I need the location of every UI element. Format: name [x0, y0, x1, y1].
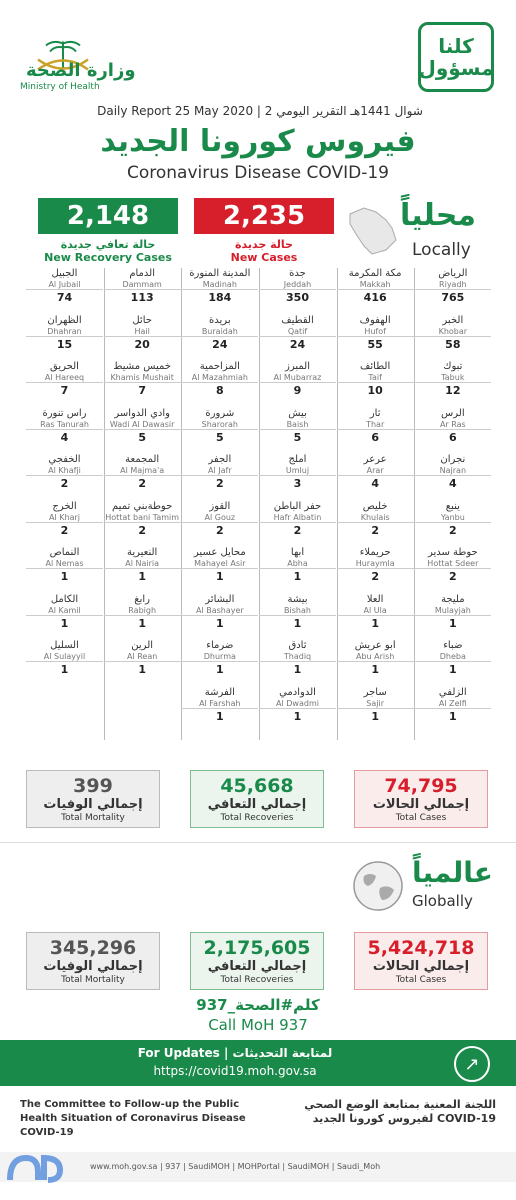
city-case-count: 1 [293, 616, 302, 630]
city-cell [259, 594, 336, 632]
city-cell [337, 454, 414, 492]
city-name-en: Najran [414, 466, 491, 476]
moh-english-name: Ministry of Health [20, 82, 100, 92]
city-name-en: Khulais [337, 513, 414, 523]
global-total-recoveries-ar: إجمالي التعافي [207, 959, 307, 974]
local-total-recoveries-en: Total Recoveries [220, 813, 294, 823]
city-cell [337, 361, 414, 399]
city-name-en: Dhahran [26, 327, 103, 337]
city-cell [337, 594, 414, 632]
city-cell [26, 408, 103, 446]
city-name-ar: الخرج [52, 500, 77, 512]
city-case-count: 1 [371, 709, 379, 723]
city-case-count: 1 [138, 616, 146, 630]
new-cases-value: 2,235 [194, 198, 334, 234]
city-case-count: 74 [56, 291, 73, 304]
city-name-ar: خليص [362, 500, 388, 512]
city-name-en: Hail [104, 327, 181, 337]
city-name-ar: الزلفي [438, 686, 467, 698]
city-case-count: 1 [216, 616, 224, 630]
globally-title-ar: عالمياً [412, 856, 493, 889]
city-cell [337, 687, 414, 725]
city-name-en: Al Farshah [181, 699, 258, 709]
city-cell [259, 547, 336, 585]
city-name-ar: الطائف [360, 361, 391, 372]
global-total-mortality-en: Total Mortality [61, 975, 125, 985]
city-cell [26, 501, 103, 539]
city-name-en: Wadi Al Dawasir [104, 420, 181, 430]
city-name-en: Hufof [337, 327, 414, 337]
city-case-count: 8 [216, 384, 224, 397]
city-cell [414, 594, 491, 632]
section-divider [0, 842, 516, 843]
city-name-en: Bishah [259, 606, 336, 616]
city-name-en: Khobar [414, 327, 491, 337]
city-name-ar: ضباء [443, 640, 463, 651]
city-name-ar: ثار [369, 407, 381, 419]
new-cases-label [194, 238, 334, 264]
city-name-ar: راس تنورة [42, 407, 87, 419]
city-cell [259, 361, 336, 399]
city-name-ar: بيشة [287, 593, 308, 605]
local-total-cases [354, 770, 488, 828]
city-case-count: 1 [293, 709, 302, 723]
city-name-en: Al Mubarraz [259, 373, 336, 383]
city-case-count: 2 [138, 477, 146, 490]
city-name-ar: ثادق [288, 640, 307, 651]
updates-url-link[interactable]: https://covid19.moh.gov.sa [153, 1064, 317, 1078]
city-name-ar: الحريق [50, 361, 79, 372]
global-total-recoveries [190, 932, 324, 990]
city-name-en: Madinah [181, 280, 258, 290]
city-case-count: 55 [367, 337, 383, 351]
saudi-map-icon [342, 200, 402, 260]
city-case-count: 4 [60, 430, 69, 444]
city-cell [337, 547, 414, 585]
global-total-mortality-ar: إجمالي الوفيات [43, 959, 143, 974]
city-case-count: 2 [449, 523, 457, 537]
footer-social-links[interactable]: www.moh.gov.sa | 937 | SaudiMOH | MOHPortal | SaudiMOH | Saudi_Moh [90, 1162, 381, 1171]
city-cell [181, 315, 258, 353]
local-total-mortality-en: Total Mortality [61, 813, 125, 823]
city-name-ar: ضرماء [206, 640, 234, 651]
city-cell [104, 594, 181, 632]
city-name-en: Mulayjah [414, 606, 491, 616]
city-name-en: Thar [337, 420, 414, 430]
city-name-en: Khamis Mushait [104, 373, 181, 383]
city-name-en: Al Jubail [26, 280, 103, 290]
city-cell [259, 640, 336, 678]
city-name-en: Qatif [259, 327, 336, 337]
kolona-line1: كلنا [438, 34, 474, 58]
city-case-count: 1 [449, 663, 457, 676]
city-cell [181, 408, 258, 446]
city-case-count: 2 [138, 523, 146, 537]
city-name-ar: وادي الدواسر [114, 407, 170, 419]
city-name-en: Umluj [259, 466, 336, 476]
city-name-en: Yanbu [414, 513, 491, 523]
city-cell [414, 454, 491, 492]
city-name-ar: أبها [290, 547, 305, 558]
city-name-en: Baish [259, 420, 336, 430]
city-name-en: Arar [337, 466, 414, 476]
city-name-ar: بيش [288, 407, 307, 419]
local-total-cases-value: 74,795 [384, 775, 458, 797]
city-cell [104, 361, 181, 399]
city-name-en: Al Bashayer [181, 606, 258, 616]
city-cell [414, 640, 491, 678]
city-cell [26, 454, 103, 492]
city-name-ar: المزاحمية [199, 361, 240, 372]
city-name-ar: العلا [366, 593, 384, 605]
updates-label: For Updates | لمتابعة التحديثات [137, 1046, 333, 1060]
city-name-ar: النماص [49, 547, 80, 558]
globally-title-en: Globally [412, 892, 473, 910]
globe-icon [350, 858, 406, 914]
city-cell [259, 408, 336, 446]
city-name-ar: أبو عريش [354, 640, 396, 651]
city-name-en: Al Nairia [104, 559, 181, 569]
city-name-en: Thadiq [259, 652, 336, 662]
committee-english: The Committee to Follow-up the Public Health Situation of Coronavirus Disease COVID-19 [20, 1099, 246, 1138]
city-name-ar: ينبع [445, 500, 460, 512]
city-cell [259, 501, 336, 539]
city-case-count: 10 [367, 384, 383, 397]
city-name-ar: الكامل [50, 593, 79, 605]
city-case-count: 12 [445, 384, 461, 397]
city-case-count: 1 [138, 570, 146, 583]
city-name-en: Jeddah [259, 280, 336, 290]
city-name-ar: المجمعة [125, 454, 160, 465]
city-name-en: Huraymla [337, 559, 414, 569]
city-name-ar: حائل [132, 314, 152, 326]
city-cell [337, 408, 414, 446]
city-case-count: 2 [60, 523, 69, 537]
city-case-count: 7 [138, 384, 146, 397]
city-cell [26, 315, 103, 353]
city-name-ar: القوز [209, 500, 231, 512]
local-total-mortality [26, 770, 160, 828]
city-cell [414, 408, 491, 446]
city-name-en: Al Ula [337, 606, 414, 616]
city-name-en: Buraidah [181, 327, 258, 337]
city-name-ar: الدمام [129, 268, 155, 279]
call-moh-937[interactable]: Call MoH 937 [208, 1016, 308, 1034]
city-name-ar: خميس مشيط [113, 361, 171, 372]
city-case-count: 5 [293, 430, 302, 444]
new-cases-label-en: New Cases [230, 251, 298, 264]
city-cell [26, 268, 103, 306]
city-case-count: 1 [60, 616, 69, 630]
locally-title-en: Locally [412, 240, 471, 260]
city-name-en: Al Hareeq [26, 373, 103, 383]
city-name-en: Al Kamil [26, 606, 103, 616]
city-name-ar: الجبيل [51, 268, 78, 279]
city-case-count: 1 [216, 709, 224, 723]
city-case-count: 2 [371, 523, 379, 537]
new-recovery-value: 2,148 [38, 198, 178, 234]
city-case-count: 24 [212, 337, 228, 351]
city-cell [259, 454, 336, 492]
city-case-count: 58 [445, 337, 461, 351]
city-name-ar: السليل [50, 640, 79, 651]
city-cases-grid [26, 268, 492, 740]
city-name-en: Ras Tanurah [26, 420, 103, 430]
watermark-logo-icon [4, 1140, 84, 1196]
title-english: Coronavirus Disease COVID-19 [126, 163, 389, 183]
city-name-ar: الجفر [208, 454, 232, 465]
city-case-count: 1 [293, 663, 302, 676]
city-name-ar: الخفجي [48, 454, 81, 465]
city-cell [414, 315, 491, 353]
global-total-cases-value: 5,424,718 [367, 937, 475, 959]
city-name-en: Sharorah [181, 420, 258, 430]
city-cell [414, 501, 491, 539]
city-name-en: Tabuk [414, 373, 491, 383]
moh-arabic-name: وزارة الصحة [26, 60, 136, 81]
local-total-mortality-value: 399 [73, 775, 113, 797]
city-case-count: 1 [216, 663, 224, 676]
city-name-ar: حوطةبني تميم [112, 500, 173, 512]
city-name-ar: الرياض [438, 268, 468, 279]
city-name-en: Dammam [104, 280, 181, 290]
city-case-count: 416 [363, 291, 387, 304]
city-cell [181, 687, 258, 725]
city-case-count: 1 [371, 663, 379, 676]
city-name-en: Dheba [414, 652, 491, 662]
local-total-cases-en: Total Cases [395, 813, 447, 823]
city-case-count: 184 [208, 291, 232, 304]
city-name-ar: عرعر [363, 454, 387, 465]
city-name-ar: ساجر [363, 686, 387, 698]
local-total-recoveries [190, 770, 324, 828]
global-total-recoveries-value: 2,175,605 [203, 937, 311, 959]
city-name-ar: الهفوف [359, 314, 391, 326]
city-cell [181, 361, 258, 399]
city-name-en: Makkah [337, 280, 414, 290]
city-name-en: Al Khafji [26, 466, 103, 476]
global-total-cases-ar: إجمالي الحالات [372, 959, 470, 974]
city-name-en: Al Sulayyil [26, 652, 103, 662]
city-name-ar: البشائر [205, 593, 235, 605]
city-name-en: Al Majma'a [104, 466, 181, 476]
city-cell [26, 594, 103, 632]
city-cell [104, 501, 181, 539]
city-name-ar: مكة المكرمة [348, 268, 402, 279]
local-total-recoveries-value: 45,668 [220, 775, 294, 797]
city-name-en: Sajir [337, 699, 414, 709]
city-cell [181, 268, 258, 306]
city-cell [26, 547, 103, 585]
city-case-count: 6 [371, 430, 379, 444]
city-case-count: 2 [293, 523, 302, 537]
local-total-recoveries-ar: إجمالي التعافي [207, 797, 307, 812]
city-case-count: 1 [60, 663, 69, 676]
city-name-ar: حوطة سدير [427, 547, 478, 558]
city-name-ar: تبوك [443, 361, 463, 372]
city-cell [181, 594, 258, 632]
city-cell [104, 454, 181, 492]
city-name-ar: بريدة [209, 314, 231, 326]
locally-title-ar: محلياً [400, 198, 476, 233]
city-name-en: Al Nemas [26, 559, 103, 569]
new-recovery-label [38, 238, 178, 264]
city-name-en: Al Rean [104, 652, 181, 662]
city-name-ar: الظهران [47, 314, 82, 326]
city-name-en: Al Kharj [26, 513, 103, 523]
city-name-en: Riyadh [414, 280, 491, 290]
city-name-ar: نجران [440, 454, 466, 465]
city-name-en: Al Dwadmi [259, 699, 336, 709]
global-total-cases-en: Total Cases [395, 975, 447, 985]
city-name-en: Ar Ras [414, 420, 491, 430]
city-case-count: 1 [449, 616, 457, 630]
city-cell [104, 315, 181, 353]
city-case-count: 2 [216, 477, 224, 490]
city-name-ar: مليجة [441, 593, 465, 605]
city-cell [104, 547, 181, 585]
city-cell [104, 268, 181, 306]
city-cell [181, 547, 258, 585]
city-case-count: 1 [138, 663, 146, 676]
city-cell [414, 268, 491, 306]
hashtag-937: كلم#الصحة_937 [196, 996, 320, 1014]
local-total-cases-ar: إجمالي الحالات [372, 797, 470, 812]
city-name-en: Dhurma [181, 652, 258, 662]
city-case-count: 350 [286, 291, 309, 304]
city-name-en: Al Gouz [181, 513, 258, 523]
city-cell [259, 687, 336, 725]
city-case-count: 1 [371, 616, 379, 630]
city-cell [181, 501, 258, 539]
city-name-en: Taif [337, 373, 414, 383]
title-arabic: فيروس كورونا الجديد [100, 124, 416, 159]
city-name-en: Abu Arish [337, 652, 414, 662]
city-name-ar: شرورة [205, 407, 235, 419]
city-cell [337, 501, 414, 539]
kolona-masool-logo [418, 22, 494, 92]
kolona-line2: مسؤول [418, 56, 494, 80]
city-case-count: 1 [216, 570, 224, 583]
city-cell [181, 454, 258, 492]
city-case-count: 6 [449, 430, 457, 444]
city-name-ar: المدينة المنورة [189, 268, 251, 279]
city-name-ar: حريملاء [359, 547, 391, 558]
city-cell [104, 640, 181, 678]
city-name-en: Hottat Sdeer [414, 559, 491, 569]
city-name-ar: رابغ [134, 593, 151, 605]
city-cell [104, 408, 181, 446]
city-cell [181, 640, 258, 678]
new-recovery-label-ar: حالة تعافي جديدة [60, 238, 156, 251]
city-name-ar: جدة [289, 268, 306, 279]
city-name-ar: محايل عسير [193, 547, 246, 558]
city-case-count: 5 [138, 430, 146, 444]
committee-arabic: اللجنة المعنية بمتابعة الوضع الصحي لفيروس كورونا الجديد COVID-19 [304, 1098, 496, 1125]
city-name-ar: الفرشة [204, 686, 235, 698]
city-name-ar: الرين [131, 640, 154, 651]
city-case-count: 7 [60, 384, 69, 397]
local-total-mortality-ar: إجمالي الوفيات [43, 797, 143, 812]
city-case-count: 2 [60, 477, 69, 490]
city-cell [337, 640, 414, 678]
global-total-mortality [26, 932, 160, 990]
city-name-en: Abha [259, 559, 336, 569]
city-cell [26, 361, 103, 399]
city-name-ar: الدوادمي [279, 686, 316, 698]
city-case-count: 1 [60, 570, 69, 583]
new-recovery-label-en: New Recovery Cases [44, 251, 172, 264]
city-case-count: 4 [449, 477, 457, 490]
city-case-count: 9 [293, 384, 302, 397]
city-cell [414, 547, 491, 585]
city-name-ar: القطيف [281, 314, 314, 326]
city-case-count: 24 [289, 337, 306, 351]
global-total-cases [354, 932, 488, 990]
city-case-count: 2 [216, 523, 224, 537]
city-case-count: 20 [134, 337, 150, 351]
city-name-ar: أملج [288, 454, 307, 465]
city-name-en: Al Jafr [181, 466, 258, 476]
city-case-count: 5 [216, 430, 224, 444]
city-case-count: 3 [293, 477, 302, 490]
city-name-ar: الرس [441, 407, 465, 419]
city-name-en: Hafr Albatin [259, 513, 336, 523]
city-name-en: Al Zelfi [414, 699, 491, 709]
city-cell [259, 268, 336, 306]
city-cell [414, 361, 491, 399]
new-cases-label-ar: حالة جديدة [235, 238, 293, 251]
city-name-ar: حفر الباطن [273, 500, 322, 512]
city-case-count: 1 [293, 570, 302, 583]
city-case-count: 113 [130, 291, 154, 304]
city-cell [337, 315, 414, 353]
city-cell [337, 268, 414, 306]
city-name-en: Mahayel Asir [181, 559, 258, 569]
city-name-en: Al Mazahmiah [181, 373, 258, 383]
city-cell [259, 315, 336, 353]
arrow-up-right-icon[interactable]: ↗ [454, 1046, 490, 1082]
city-name-ar: النعيرية [126, 547, 158, 558]
city-name-en: Hottat bani Tamim [105, 512, 180, 522]
city-name-ar: المبرز [285, 361, 310, 372]
city-cell [26, 640, 103, 678]
city-case-count: 2 [371, 570, 379, 583]
city-name-en: Rabigh [104, 606, 181, 616]
city-name-ar: الخبر [442, 314, 464, 326]
city-case-count: 1 [449, 709, 457, 723]
global-total-recoveries-en: Total Recoveries [220, 975, 294, 985]
city-cell [414, 687, 491, 725]
city-case-count: 4 [371, 477, 379, 490]
city-case-count: 765 [441, 291, 465, 304]
city-case-count: 15 [56, 337, 73, 351]
city-case-count: 2 [449, 570, 457, 583]
daily-report-date: Daily Report 25 May 2020 | 2 شوال 1441هـ التقرير اليومي [97, 104, 423, 118]
global-total-mortality-value: 345,296 [49, 937, 137, 959]
